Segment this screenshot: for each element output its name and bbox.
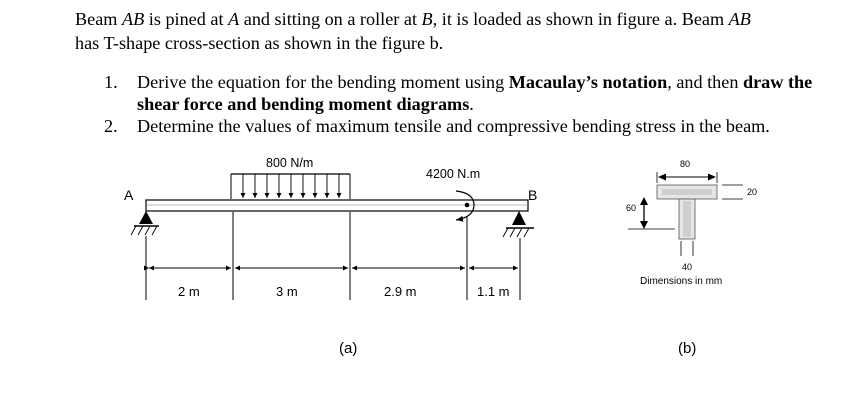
distributed-load — [231, 174, 350, 199]
label-a: A — [124, 187, 134, 203]
beam — [146, 200, 528, 211]
figure-caption-a: (a) — [339, 340, 358, 357]
support-b-name: B — [421, 9, 433, 29]
task-emphasis: draw the shear force and bending moment diagrams — [137, 72, 813, 114]
task-number: 2. — [104, 116, 118, 136]
web-height-label: 60 — [626, 203, 637, 213]
intro-text: , it is loaded as shown in figure a. Beam — [432, 9, 729, 29]
label-b: B — [528, 187, 538, 203]
beam-name: AB — [121, 9, 145, 29]
t-section-diagram — [626, 159, 757, 357]
web-width-label: 40 — [682, 262, 693, 272]
support-a-name: A — [228, 9, 240, 29]
flange-thickness-label: 20 — [747, 187, 758, 197]
intro-text: Beam — [75, 9, 122, 29]
dim-label: 1.1 m — [477, 284, 510, 299]
beam-diagram — [124, 156, 537, 357]
dimension-line — [149, 266, 518, 271]
moment-label: 4200 N.m — [426, 167, 481, 181]
task-emphasis: Macaulay’s notation — [508, 72, 668, 92]
task-text: , and then — [667, 72, 743, 92]
dim-label: 3 m — [276, 284, 298, 299]
intro-text: has T-shape cross-section as shown in the figure b. — [75, 33, 444, 53]
dim-label: 2.9 m — [384, 284, 417, 299]
figure-caption-b: (b) — [678, 340, 697, 357]
intro-text: is pined at — [144, 9, 229, 29]
units-note: Dimensions in mm — [640, 276, 723, 287]
task-text: Derive the equation for the bending moment using — [137, 72, 509, 92]
dimension-extension-lines — [146, 212, 520, 300]
flange-width-label: 80 — [680, 159, 691, 169]
task-text: Determine the values of maximum tensile and compressive bending stress in the beam. — [137, 116, 770, 136]
task-number: 1. — [104, 72, 118, 92]
roller-support-b — [503, 211, 534, 237]
beam-name: AB — [728, 9, 751, 29]
task-text: . — [469, 94, 474, 114]
pin-support-a — [131, 211, 159, 235]
udl-label: 800 N/m — [266, 156, 314, 170]
intro-text: and sitting on a roller at — [239, 9, 422, 29]
dim-label: 2 m — [178, 284, 200, 299]
